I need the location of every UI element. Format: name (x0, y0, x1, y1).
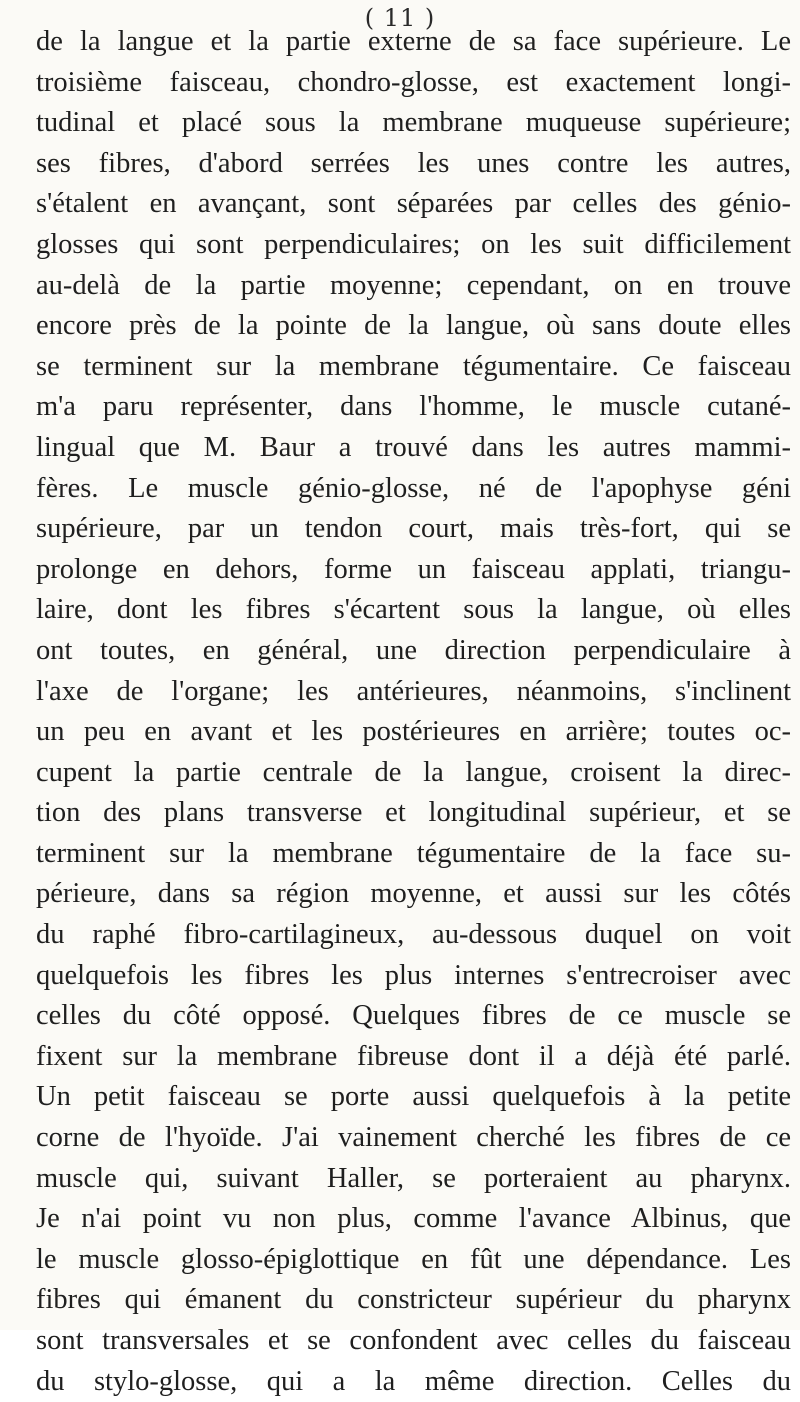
text-line: périeure, dans sa région moyenne, et aussi sur les côtés (36, 878, 791, 910)
text-line: du raphé fibro-cartilagineux, au-dessous duquel on voit (36, 919, 791, 951)
text-line: m'a paru représenter, dans l'homme, le muscle cutané- (36, 391, 791, 423)
text-line: tudinal et placé sous la membrane muqueuse supérieure; (36, 107, 791, 139)
text-line: fibres qui émanent du constricteur supérieur du pharynx (36, 1284, 791, 1316)
text-line: troisième faisceau, chondro-glosse, est exactement longi- (36, 66, 791, 98)
text-line: prolonge en dehors, forme un faisceau applati, triangu- (36, 553, 791, 585)
text-line: un peu en avant et les postérieures en arrière; toutes oc- (36, 716, 791, 748)
text-line: supérieure, par un tendon court, mais très-fort, qui se (36, 513, 791, 545)
text-line: laire, dont les fibres s'écartent sous la langue, où elles (36, 594, 791, 626)
text-line: fères. Le muscle génio-glosse, né de l'apophyse géni (36, 472, 791, 504)
text-line: le muscle glosso-épiglottique en fût une dépendance. Les (36, 1243, 791, 1275)
text-line: lingual que M. Baur a trouvé dans les autres mammi- (36, 431, 791, 463)
text-line: ses fibres, d'abord serrées les unes contre les autres, (36, 147, 791, 179)
text-line: s'étalent en avançant, sont séparées par celles des génio- (36, 188, 791, 220)
text-line: sont transversales et se confondent avec celles du faisceau (36, 1325, 791, 1356)
text-line: se terminent sur la membrane tégumentaire. Ce faisceau (36, 350, 791, 382)
body-text (36, 22, 791, 1402)
page-number: ( 11 ) (364, 4, 436, 32)
text-line: glosses qui sont perpendiculaires; on les suit difficilement (36, 228, 791, 260)
text-line: muscle qui, suivant Haller, se porteraient au pharynx. (36, 1162, 791, 1194)
text-line: fixent sur la membrane fibreuse dont il a déjà été parlé. (36, 1040, 791, 1072)
text-line: celles du côté opposé. Quelques fibres de ce muscle se (36, 1000, 791, 1032)
text-line: ont toutes, en général, une direction perpendiculaire à (36, 634, 791, 666)
text-line: quelquefois les fibres les plus internes s'entrecroiser avec (36, 959, 791, 991)
text-line: Un petit faisceau se porte aussi quelquefois à la petite (36, 1081, 791, 1113)
text-line: l'axe de l'organe; les antérieures, néanmoins, s'inclinent (36, 675, 791, 707)
text-line: terminent sur la membrane tégumentaire de la face su- (36, 837, 791, 869)
text-line: encore près de la pointe de la langue, où sans doute elles (36, 310, 791, 342)
text-line: au-delà de la partie moyenne; cependant, on en trouve (36, 269, 791, 301)
text-line: corne de l'hyoïde. J'ai vainement cherché les fibres de ce (36, 1122, 791, 1154)
text-line: du stylo-glosse, qui a la même direction. Celles du (36, 1365, 791, 1397)
text-line: tion des plans transverse et longitudinal supérieur, et se (36, 797, 791, 829)
text-line: Je n'ai point vu non plus, comme l'avance Albinus, que (36, 1203, 791, 1235)
text-line: de la langue et la partie externe de sa face supérieure. Le (36, 26, 791, 57)
text-line: cupent la partie centrale de la langue, croisent la direc- (36, 756, 791, 788)
